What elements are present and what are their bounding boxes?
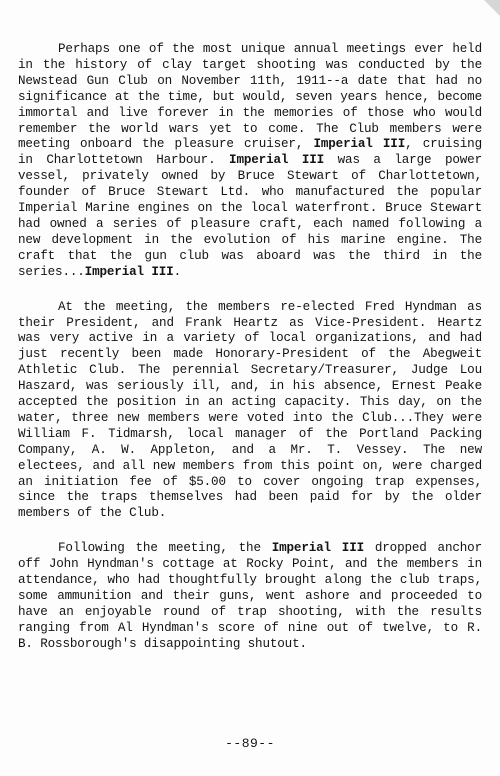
text-run: dropped anchor off John Hyndman's cottage at Rocky Point, and the members in attendance, who had thoughtfully brought along the club traps, some ammunition and their guns, went ashore and proceeded to have an enjoyable round of trap shooting, with the results ranging from Al Hyndman's score of nine out of twelve, to R. B. Rossborough's disappointing shutout. <box>18 541 482 651</box>
vessel-name: Imperial III <box>313 137 406 152</box>
document-page <box>18 42 482 672</box>
text-run: Following the meeting, the <box>58 541 272 556</box>
page-corner-fold <box>484 0 500 16</box>
text-run: was a large power vessel, privately owned by Bruce Stewart of Charlottetown, founder of Bruce Stewart Ltd. who manufactured the popular Imperial Marine engines on the local waterfront. Bruce Stewart had owned a series of pleasure craft, each named following a new development in the evolution of his marine engine. The craft that the gun club was aboard was the third in the series... <box>18 153 482 279</box>
vessel-name: Imperial III <box>229 153 325 168</box>
text-run: At the meeting, the members re-elected Fred Hyndman as their President, and Frank Heartz as Vice-President. Heartz was very active in a variety of local organizations, and had just recently been made Honorary-President of the Abegweit Athletic Club. The perennial Secretary/Treasurer, Judge Lou Haszard, was seriously ill, and, in his absence, Ernest Peake accepted the position in an acting capacity. This day, on the water, three new members were voted into the Club...They were William F. Tidmarsh, local manager of the Portland Packing Company, A. W. Appleton, and a Mr. T. Vessey. The new electees, and all new members from this point on, were charged an initiation fee of $5.00 to cover ongoing trap expenses, since the traps themselves had been paid for by the older members of the Club. <box>18 299 482 521</box>
page-number: --89-- <box>225 736 275 751</box>
paragraph-annual-meeting <box>18 42 482 281</box>
text-run: Perhaps one of the most unique annual meetings ever held in the history of clay target shooting was conducted by the Newstead Gun Club on November 11th, 1911--a date that had no significance at the time, but would, seven years hence, become immortal and live forever in the memories of those who would remember the world wars yet to come. The Club members were meeting onboard the pleasure cruiser, <box>18 42 482 152</box>
vessel-name: Imperial III <box>84 264 174 279</box>
paragraph-trap-shooting <box>18 541 482 652</box>
vessel-name: Imperial III <box>271 541 365 556</box>
text-run: , cruising in Charlottetown Harbour. <box>18 137 482 168</box>
text-run: . <box>173 264 181 279</box>
paragraph-elections <box>18 300 482 523</box>
